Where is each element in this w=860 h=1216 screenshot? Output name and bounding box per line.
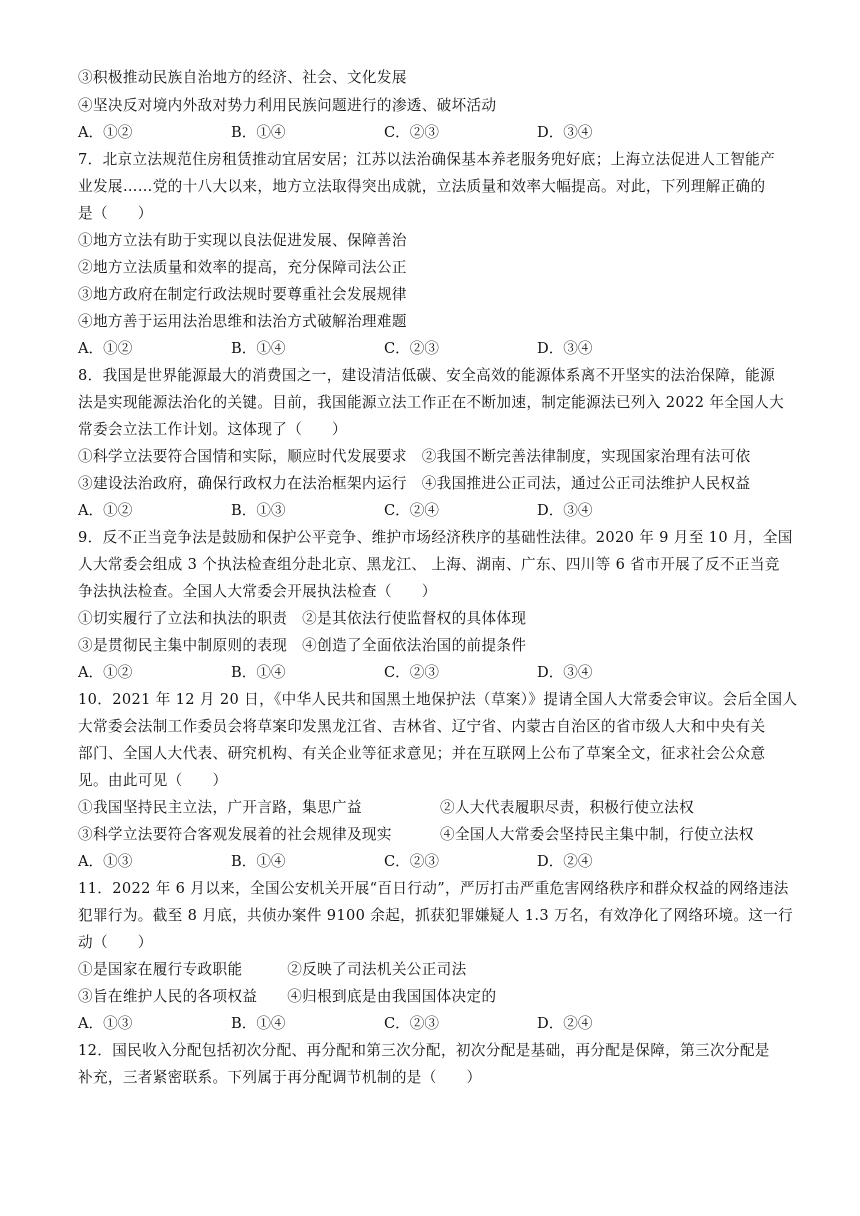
q6-item-3: ③积极推动民族自治地方的经济、社会、文化发展 — [78, 69, 407, 86]
q6-option-c[interactable]: C．②③ — [384, 124, 439, 141]
q8-stem-line-1: 8．我国是世界能源最大的消费国之一，建设清洁低碳、安全高效的能源体系离不开坚实的法治保障，能源 — [78, 367, 776, 384]
q11-stem-line-1: 11．2022 年 6 月以来，全国公安机关开展“百日行动”，严厉打击严重危害网络秩序和群众权益的网络违法 — [78, 880, 789, 897]
q8-option-a[interactable]: A．①② — [78, 502, 133, 519]
q9-stem-line-1: 9．反不正当竞争法是鼓励和保护公平竞争、维护市场经济秩序的基础性法律。2020 年 9 月至 10 月，全国 — [78, 529, 793, 546]
q10-option-b[interactable]: B．①④ — [231, 853, 286, 870]
q7-option-c[interactable]: C．②③ — [384, 340, 439, 357]
q10-stem-line-2: 大常委会法制工作委员会将草案印发黑龙江省、吉林省、辽宁省、内蒙古自治区的省市级人大和中央有关 — [78, 718, 766, 735]
q6-option-b[interactable]: B．①④ — [231, 124, 286, 141]
q7-item-2: ②地方立法质量和效率的提高，充分保障司法公正 — [78, 259, 407, 276]
q9-stem-line-2: 人大常委会组成 3 个执法检查组分赴北京、黑龙江、 上海、湖南、广东、四川等 6 省市开展了反不正当竞 — [78, 556, 780, 573]
q7-option-d[interactable]: D．③④ — [537, 340, 593, 357]
q6-item-4: ④坚决反对境内外敌对势力利用民族问题进行的渗透、破坏活动 — [78, 97, 497, 114]
q10-option-d[interactable]: D．②④ — [537, 853, 593, 870]
q10-item-1: ①我国坚持民主立法，广开言路，集思广益 — [78, 799, 362, 816]
q11-items-line-1: ①是国家在履行专政职能 ②反映了司法机关公正司法 — [78, 961, 467, 978]
q8-items-line-2: ③建设法治政府，确保行政权力在法治框架内运行 ④我国推进公正司法，通过公正司法维护人民权益 — [78, 475, 751, 492]
q6-option-a[interactable]: A．①② — [78, 124, 133, 141]
q10-stem-line-3: 部门、全国人大代表、研究机构、有关企业等征求意见；并在互联网上公布了草案全文，征求社会公众意 — [78, 745, 766, 762]
q11-option-c[interactable]: C．②③ — [384, 1015, 439, 1032]
q12-stem-line-2: 补充，三者紧密联系。下列属于再分配调节机制的是（ ） — [78, 1069, 482, 1086]
q11-items-line-2: ③旨在维护人民的各项权益 ④归根到底是由我国国体决定的 — [78, 988, 497, 1005]
q12-stem-line-1: 12．国民收入分配包括初次分配、再分配和第三次分配，初次分配是基础，再分配是保障，第三次分配是 — [78, 1042, 770, 1059]
q10-option-c[interactable]: C．②③ — [384, 853, 439, 870]
q6-option-d[interactable]: D．③④ — [537, 124, 593, 141]
q10-stem-line-4: 见。由此可见（ ） — [78, 772, 228, 789]
q11-stem-line-2: 犯罪行为。截至 8 月底，共侦办案件 9100 余起，抓获犯罪嫌疑人 1.3 万名，有效净化了网络环境。这一行 — [78, 907, 794, 924]
q11-stem-line-3: 动（ ） — [78, 934, 153, 951]
q10-item-3: ③科学立法要符合客观发展着的社会规律及现实 — [78, 826, 392, 843]
q8-option-c[interactable]: C．②④ — [384, 502, 439, 519]
q7-item-3: ③地方政府在制定行政法规时要尊重社会发展规律 — [78, 286, 407, 303]
q9-items-line-1: ①切实履行了立法和执法的职责 ②是其依法行使监督权的具体体现 — [78, 610, 527, 627]
q7-item-4: ④地方善于运用法治思维和法治方式破解治理难题 — [78, 313, 407, 330]
q9-items-line-2: ③是贯彻民主集中制原则的表现 ④创造了全面依法治国的前提条件 — [78, 637, 527, 654]
q9-option-a[interactable]: A．①② — [78, 664, 133, 681]
q7-item-1: ①地方立法有助于实现以良法促进发展、保障善治 — [78, 232, 407, 249]
q10-item-4: ④全国人大常委会坚持民主集中制，行使立法权 — [440, 826, 754, 843]
q8-option-b[interactable]: B．①③ — [231, 502, 286, 519]
q9-stem-line-3: 争法执法检查。全国人大常委会开展执法检查（ ） — [78, 583, 437, 600]
q7-option-a[interactable]: A．①② — [78, 340, 133, 357]
q8-items-line-1: ①科学立法要符合国情和实际，顺应时代发展要求 ②我国不断完善法律制度，实现国家治理有法可依 — [78, 448, 751, 465]
q7-stem-line-2: 业发展……党的十八大以来，地方立法取得突出成就，立法质量和效率大幅提高。对此，下列理解正确的 — [78, 178, 766, 195]
q9-option-b[interactable]: B．①④ — [231, 664, 286, 681]
q11-option-d[interactable]: D．②④ — [537, 1015, 593, 1032]
q10-item-2: ②人大代表履职尽责，积极行使立法权 — [440, 799, 695, 816]
q7-option-b[interactable]: B．①④ — [231, 340, 286, 357]
q10-stem-line-1: 10．2021 年 12 月 20 日，《中华人民共和国黑土地保护法（草案）》提请全国人大常委会审议。会后全国人 — [78, 691, 798, 708]
q8-option-d[interactable]: D．③④ — [537, 502, 593, 519]
q8-stem-line-2: 法是实现能源法治化的关键。目前，我国能源立法工作正在不断加速，制定能源法已列入 2022 年全国人大 — [78, 394, 785, 411]
q9-option-d[interactable]: D．③④ — [537, 664, 593, 681]
q11-option-a[interactable]: A．①③ — [78, 1015, 133, 1032]
q9-option-c[interactable]: C．②③ — [384, 664, 439, 681]
q7-stem-line-3: 是（ ） — [78, 205, 153, 222]
q11-option-b[interactable]: B．①④ — [231, 1015, 286, 1032]
q7-stem-line-1: 7．北京立法规范住房租赁推动宜居安居；江苏以法治确保基本养老服务兜好底；上海立法促进人工智能产 — [78, 151, 776, 168]
q10-option-a[interactable]: A．①③ — [78, 853, 133, 870]
q8-stem-line-3: 常委会立法工作计划。这体现了（ ） — [78, 421, 347, 438]
